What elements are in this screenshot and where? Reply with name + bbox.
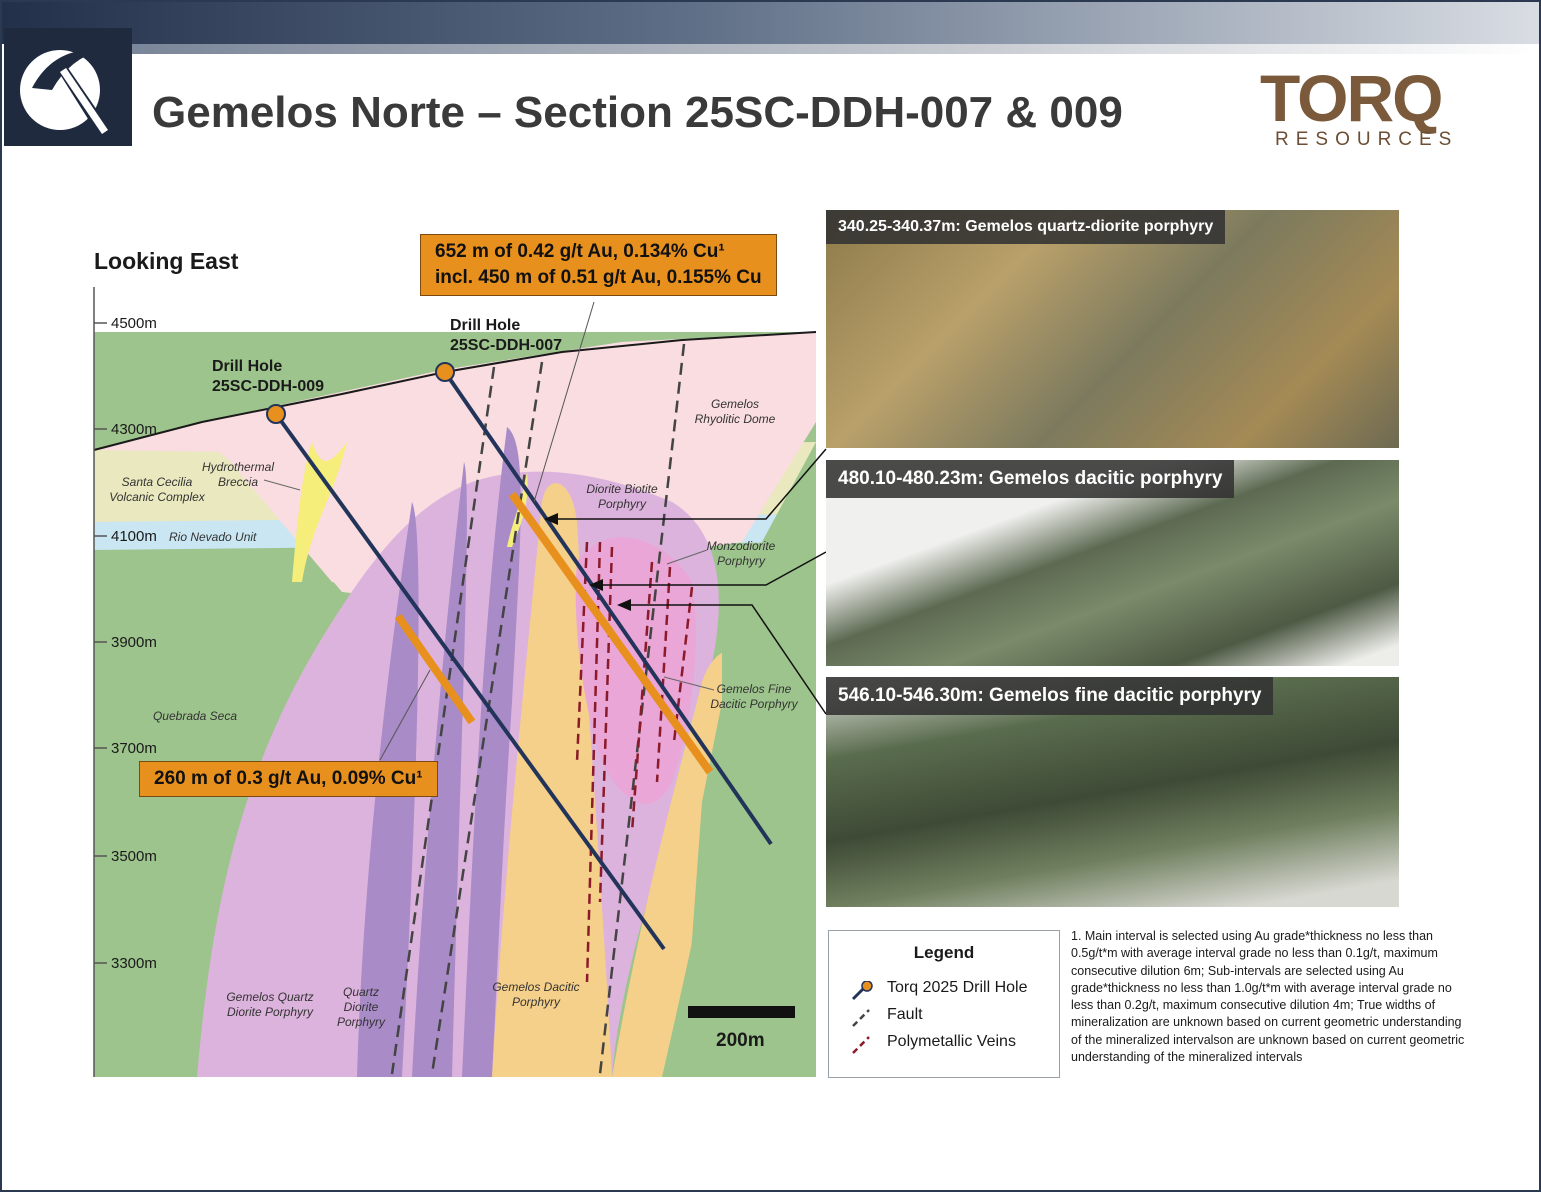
- core-photo-2: [826, 460, 1399, 666]
- unit-label-diorite-biotite: Diorite Biotite: [586, 482, 658, 496]
- unit-label-fine-dacitic: Gemelos Fine: [716, 682, 792, 696]
- svg-text:Porphyry: Porphyry: [511, 995, 561, 1009]
- scale-bar: [688, 1006, 795, 1018]
- drill-hole-icon: [849, 981, 877, 1001]
- elevation-label: 3900m: [111, 634, 157, 651]
- svg-text:Breccia: Breccia: [217, 475, 259, 489]
- unit-label-hydrothermal-breccia: Hydrothermal: [201, 460, 275, 474]
- legend-title: Legend: [913, 943, 975, 962]
- unit-label-dacitic: Gemelos Dacitic: [492, 980, 580, 994]
- elevation-label: 4300m: [111, 421, 157, 438]
- footnote: 1. Main interval is selected using Au grade*thickness no less than 0.5g/t*m with average interval grade no less than 0.1g/t, maximum consecutive dilution 6m; Sub-intervals are selected using Au grade*thickness no less than 1.0g/t*m with average interval grade no less than 0.2g/t, maximum consecutive dilution 4m; True widths of mineralization are unknown based on current geometric understanding of the mineralized intervalson are unknown based on current geometric understanding of the mineralized intervals: [1071, 929, 1465, 1065]
- svg-text:Diorite: Diorite: [343, 1000, 379, 1014]
- svg-text:Volcanic Complex: Volcanic Complex: [109, 490, 205, 504]
- intercept-callout-007: 652 m of 0.42 g/t Au, 0.134% Cu¹ incl. 450 m of 0.51 g/t Au, 0.155% Cu: [420, 234, 777, 296]
- drill-hole-collar-007: [436, 363, 454, 381]
- legend: Legend Torq 2025 Drill Hole Fault Polymetallic Veins: [828, 930, 1060, 1078]
- svg-text:Porphyry: Porphyry: [716, 554, 766, 568]
- svg-text:Porphyry: Porphyry: [597, 497, 647, 511]
- unit-label-quartz-diorite-2: Quartz: [342, 985, 380, 999]
- core-photo-1: [826, 210, 1399, 448]
- core-photo-3: [826, 677, 1399, 907]
- brand-logo-wordmark: TORQ: [1260, 61, 1442, 135]
- unit-label-monzodiorite: Monzodiorite: [706, 539, 776, 553]
- unit-label-rhyolitic-dome: Gemelos: [710, 397, 760, 411]
- vein-icon: [849, 1035, 877, 1055]
- fault-icon: [849, 1008, 877, 1028]
- svg-text:Diorite Porphyry: Diorite Porphyry: [226, 1005, 314, 1019]
- svg-text:Rhyolitic Dome: Rhyolitic Dome: [694, 412, 776, 426]
- intercept-callout-009: 260 m of 0.3 g/t Au, 0.09% Cu¹: [139, 761, 438, 797]
- core-photo-caption: 546.10-546.30m: Gemelos fine dacitic porphyry: [826, 677, 1273, 715]
- elevation-label: 3300m: [111, 955, 157, 972]
- brand-logo-subtitle: RESOURCES: [1275, 129, 1459, 150]
- unit-label-quebrada-seca: Quebrada Seca: [152, 709, 238, 723]
- svg-text:25SC-DDH-007: 25SC-DDH-007: [450, 337, 563, 354]
- elevation-label: 4100m: [111, 528, 157, 545]
- elevation-label: 4500m: [111, 315, 157, 332]
- drill-hole-label-007: Drill Hole: [450, 317, 521, 334]
- unit-label-quartz-diorite: Gemelos Quartz: [226, 990, 314, 1004]
- unit-label-santa-cecilia: Santa Cecilia: [121, 475, 193, 489]
- scale-bar-label: 200m: [716, 1030, 765, 1051]
- svg-text:25SC-DDH-009: 25SC-DDH-009: [212, 378, 325, 395]
- page-title: Gemelos Norte – Section 25SC-DDH-007 & 009: [152, 88, 1123, 137]
- section-orientation: Looking East: [94, 248, 239, 274]
- drill-hole-label-009: Drill Hole: [212, 358, 283, 375]
- drill-hole-collar-009: [267, 405, 285, 423]
- svg-text:Porphyry: Porphyry: [336, 1015, 386, 1029]
- core-photo-caption: 340.25-340.37m: Gemelos quartz-diorite porphyry: [826, 210, 1225, 244]
- unit-label-rio-nevado: Rio Nevado Unit: [169, 530, 257, 544]
- svg-text:Dacitic Porphyry: Dacitic Porphyry: [710, 697, 798, 711]
- elevation-label: 3700m: [111, 740, 157, 757]
- elevation-label: 3500m: [111, 848, 157, 865]
- core-photo-caption: 480.10-480.23m: Gemelos dacitic porphyry: [826, 460, 1234, 498]
